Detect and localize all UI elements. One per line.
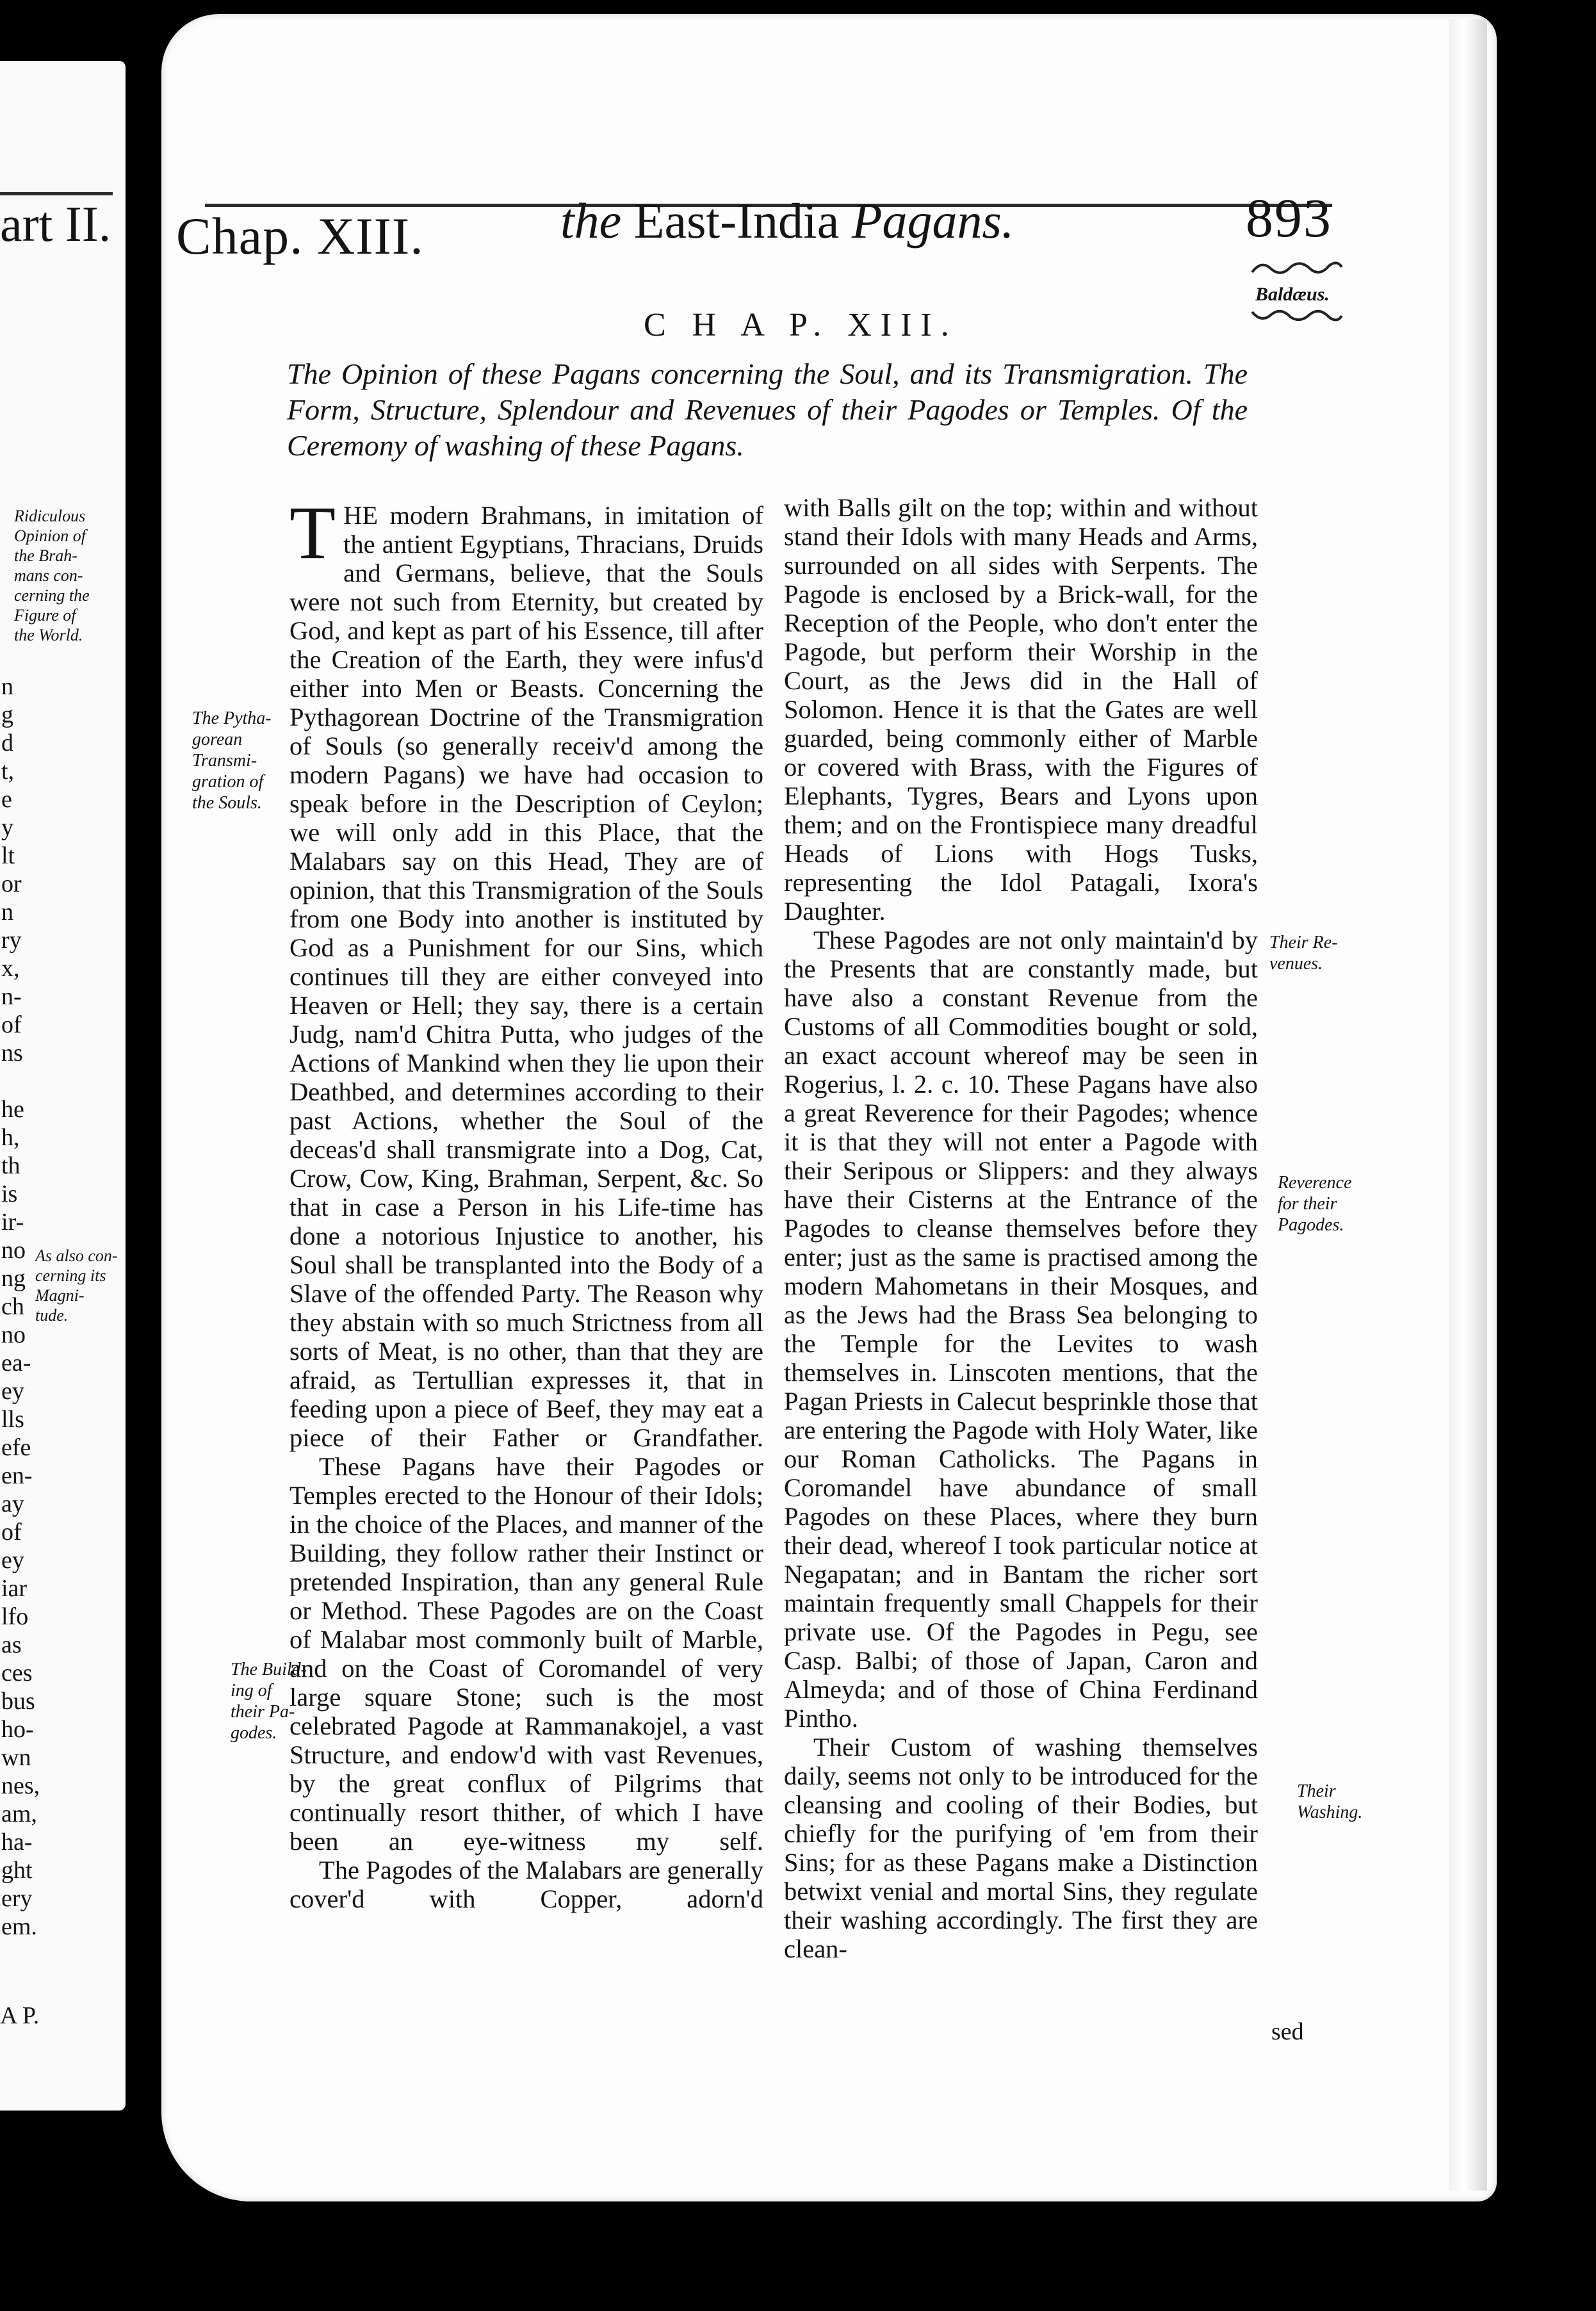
facing-ending-2-line: nes, (1, 1772, 40, 1799)
facing-note-1-line: cerning the (14, 586, 90, 605)
facing-ending-1-line: n (1, 673, 13, 700)
facing-ending-2-line: no (1, 1321, 26, 1348)
margin-note-pythagorean-line: the Souls. (192, 793, 262, 813)
margin-note-revenues-line: Their Re- (1269, 933, 1338, 952)
chapter-heading: C H A P. XIII. (644, 307, 958, 343)
facing-note-1-line: Figure of (14, 606, 76, 625)
facing-ending-2-line: lls (1, 1406, 24, 1433)
margin-note-washing-line: Their (1297, 1781, 1336, 1801)
facing-ending-1-line: y (1, 814, 13, 841)
chapter-summary (287, 356, 1248, 464)
facing-page-footer: A P. (0, 2002, 40, 2029)
facing-note-1-line: the Brah- (14, 546, 77, 565)
margin-note-reverence (1278, 1172, 1352, 1236)
margin-note-building-line: their Pa- (231, 1702, 295, 1722)
facing-ending-2-line: ery (1, 1885, 33, 1912)
running-head-chapter: Chap. XIII. (176, 207, 424, 265)
facing-note-2-line: tude. (35, 1306, 69, 1325)
facing-ending-2-line: of (1, 1519, 22, 1546)
facing-note-1-line: Opinion of (14, 527, 86, 545)
facing-ending-1-line: ns (1, 1040, 23, 1066)
margin-note-reverence-line: for their (1278, 1194, 1337, 1214)
margin-note-building-line: ing of (231, 1681, 272, 1701)
margin-note-revenues-line: venues. (1269, 954, 1323, 974)
facing-ending-2-line: am, (1, 1801, 37, 1827)
ornament-bottom-icon (1249, 306, 1345, 325)
facing-ending-2-line: ey (1, 1547, 24, 1574)
facing-ending-1-line: lt (1, 842, 15, 869)
margin-note-building-line: godes. (231, 1723, 277, 1743)
running-head-title (560, 192, 1014, 250)
running-head-the: the (560, 193, 622, 249)
facing-margin-note-magnitude (35, 1246, 118, 1325)
margin-note-washing (1297, 1781, 1362, 1823)
right-column (784, 493, 1258, 1963)
facing-ending-2-line: iar (1, 1575, 28, 1602)
facing-ending-2-line: ay (1, 1490, 24, 1517)
ornament-top-icon (1249, 259, 1345, 279)
facing-ending-1-line: x, (1, 955, 20, 982)
drop-cap: T (289, 491, 336, 575)
facing-ending-2-line: he (1, 1096, 24, 1123)
margin-note-building (231, 1659, 307, 1743)
facing-ending-2-line: wn (1, 1744, 31, 1771)
facing-page-header: art II. (0, 196, 111, 252)
facing-ending-2-line: ey (1, 1378, 24, 1405)
facing-line-endings-bottom (1, 1095, 40, 1941)
facing-ending-2-line: th (1, 1152, 20, 1179)
facing-note-1-line: the World. (14, 626, 83, 644)
facing-ending-2-line: no (1, 1237, 26, 1264)
right-paragraph-2: These Pagodes are not only maintain'd by the Presents that are constantly made, but have also a constant Revenue from the Customs of all Commodities bought or sold, an exact account whereof may be seen in Rogerius, l. 2. c. 10. These Pagans have also a great Reverence for their Pagodes; whence it is that they will not enter a Pagode with their Seripous or Slippers: and they always have their Cisterns at the Entrance of the Pagodes to cleanse themselves before they enter; just as the same is practised among the modern Mahometans in their Mosques, and as the Jews had the Brass Sea belonging to the Temple for the Levites to wash themselves in. Linscoten mentions, that the Pagan Priests in Calecut besprinkle those that are entering the Pagode with Holy Water, like our Roman Catholicks. The Pagans in Coromandel have abundance of small Pagodes on these Places, where they burn their dead, whereof I took particular notice at Negapatan; and in Bantam the richer sort maintain frequently small Chappels for their private use. Of the Pagodes in Pegu, see Casp. Balbi; of those of Japan, Caron and Almeyda; and of those of China Ferdinand Pintho. (784, 926, 1258, 1733)
facing-ending-2-line: ng (1, 1265, 26, 1292)
page-number: 893 (1246, 187, 1332, 249)
facing-ending-2-line: efe (1, 1434, 31, 1461)
margin-note-revenues (1269, 932, 1338, 974)
facing-ending-2-line: em. (1, 1913, 37, 1940)
facing-ending-2-line: ir- (1, 1209, 24, 1236)
facing-margin-note-ridiculous (14, 506, 90, 645)
facing-ending-2-line: ea- (1, 1350, 31, 1376)
running-head-east-india: East-India (633, 193, 840, 249)
facing-ending-2-line: en- (1, 1462, 33, 1489)
margin-note-washing-line: Washing. (1297, 1802, 1363, 1822)
facing-ending-2-line: h, (1, 1124, 20, 1151)
left-paragraph-1 (289, 491, 763, 1452)
left-paragraph-2: These Pagans have their Pagodes or Temples erected to the Honour of their Idols; in the choice of the Places, and manner of the Building, they follow rather their Instinct or pretended Inspiration, than any general Rule or Method. These Pagodes are on the Coast of Malabar most commonly built of Marble, and on the Coast of Coromandel of very large square Stone; such is the most celebrated Pagode at Rammanakojel, a vast Structure, and endow'd with vast Revenues, by the great conflux of Pilgrims that continually resort thither, of which I have been an eye-witness my self. (289, 1452, 763, 1856)
facing-ending-1-line: or (1, 870, 22, 897)
page-edge (1449, 19, 1487, 2191)
catchword: sed (1271, 2018, 1304, 2045)
facing-ending-1-line: ry (1, 927, 22, 954)
right-paragraph-3: Their Custom of washing themselves daily, seems not only to be introduced for the cleansing and cooling of their Bodies, but chiefly for the purifying of 'em from their Sins; for as these Pagans make a Distinction betwixt venial and mortal Sins, they regulate their washing accordingly. The first they are clean- (784, 1733, 1258, 1963)
facing-line-endings-top (1, 673, 23, 1067)
facing-note-1-line: mans con- (14, 566, 83, 585)
facing-ending-2-line: ch (1, 1293, 24, 1320)
margin-note-pythagorean-line: The Pytha- (192, 708, 272, 728)
facing-ending-2-line: lfo (1, 1603, 29, 1630)
facing-note-2-line: cerning its (35, 1266, 106, 1285)
facing-page-rule (0, 192, 113, 195)
left-paragraph-1-text: HE modern Brahmans, in imitation of the antient Egyptians, Thracians, Druids and Germans, believe, that the Souls were not such from Eternity, but created by God, and kept as part of his Essence, till after the Creation of the Earth, they were infus'd either into Men or Beasts. Concerning the Pythagorean Doctrine of the Transmigration of Souls (so generally receiv'd among the modern Pagans) we have had occasion to speak before in the Description of Ceylon; we will only add in this Place, that the Malabars say on this Head, They are of opinion, that this Transmigration of the Souls from one Body into another is instituted by God as a Punishment for our Sins, which continues till they are either conveyed into Heaven or Hell; they say, there is a certain Judg, nam'd Chitra Putta, who judges of the Actions of Mankind when they lie upon their Deathbed, and determines according to their past Actions, whether the Soul of the deceas'd shall transmigrate into a Dog, Cat, Crow, Cow, King, Brahman, Serpent, &c. So that in case a Person in his Life-time has done a notorious Injustice to another, his Soul shall be transplanted into the Body of a Slave of the offended Party. The Reason why they abstain with so much Strictness from all sorts of Meat, is no other, than that they are afraid, as Tertullian expresses it, that in feeding upon a piece of Beef, they may eat a piece of their Father or Grandfather. (289, 501, 763, 1452)
facing-ending-2-line: is (1, 1180, 18, 1207)
facing-ending-1-line: e (1, 786, 12, 813)
margin-note-reverence-line: Pagodes. (1278, 1215, 1344, 1235)
right-paragraph-1: with Balls gilt on the top; within and without stand their Idols with many Heads and Arms, surrounded on all sides with Serpents. The Pagode is enclosed by a Brick-wall, for the Reception of the People, who don't enter the Pagode, but perform their Worship in the Court, as the Jews did in the Hall of Solomon. Hence it is that the Gates are well guarded, being commonly either of Marble or covered with Brass, with the Figures of Elephants, Tygres, Bears and Lyons upon them; and on the Frontispiece many dreadful Heads of Lions with Hogs Tusks, representing the Idol Patagali, Ixora's Daughter. (784, 493, 1258, 926)
margin-note-reverence-line: Reverence (1278, 1173, 1352, 1193)
facing-note-2-line: As also con- (35, 1246, 118, 1265)
summary-text: The Opinion of these Pagans concerning the Soul, and its Transmigration. The Form, Structure, Splendour and Revenues of their Pagodes or Temples. Of the Ceremony of washing of these Pagans. (287, 357, 1248, 462)
margin-note-pythagorean (192, 708, 272, 813)
facing-ending-2-line: ha- (1, 1829, 33, 1856)
facing-ending-1-line: n- (1, 983, 22, 1010)
facing-ending-2-line: ght (1, 1857, 33, 1884)
margin-note-pythagorean-line: gorean (192, 730, 243, 749)
margin-note-pythagorean-line: gration of (192, 772, 264, 792)
facing-ending-1-line: n (1, 899, 13, 926)
margin-note-pythagorean-line: Transmi- (192, 751, 257, 771)
facing-note-1-line: Ridiculous (14, 507, 86, 525)
left-column (289, 491, 763, 1913)
facing-ending-1-line: t, (1, 758, 15, 785)
facing-ending-1-line: g (1, 701, 13, 728)
facing-ending-1-line: of (1, 1011, 22, 1038)
facing-ending-1-line: d (1, 730, 13, 756)
margin-note-building-line: The Build- (231, 1660, 307, 1679)
left-paragraph-3: The Pagodes of the Malabars are generally cover'd with Copper, adorn'd (289, 1856, 763, 1913)
facing-note-2-line: Magni- (35, 1286, 85, 1305)
facing-ending-2-line: ces (1, 1660, 33, 1686)
running-head-pagans: Pagans. (851, 193, 1014, 249)
author-name: Baldæus. (1255, 284, 1330, 305)
facing-ending-2-line: bus (1, 1688, 35, 1715)
facing-ending-2-line: ho- (1, 1716, 34, 1743)
facing-ending-2-line: as (1, 1631, 22, 1658)
author-cartouche (1249, 259, 1345, 327)
